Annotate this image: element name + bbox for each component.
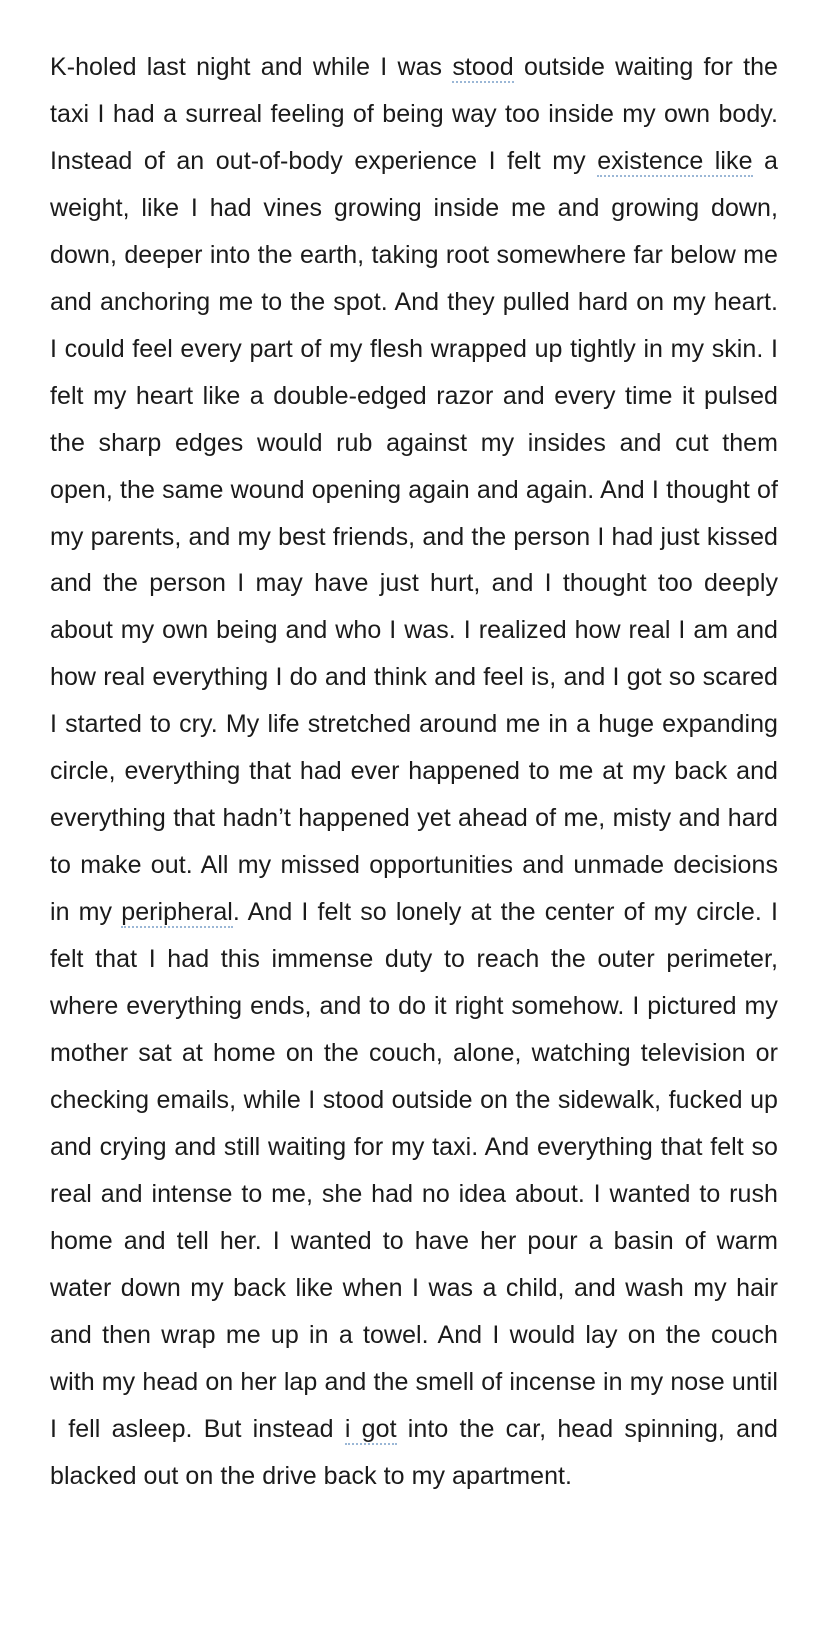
flagged-word-stood[interactable]: stood [452,53,514,81]
text-segment: into the car, head spinning, and blacked out on the drive back to my apartment. [50,1414,778,1490]
text-segment: a weight, like I had vines growing inside me and growing down, down, deeper into the earth, taking root somewhere far below me and anchoring me to the spot. And they pulled hard on my heart. I could feel every part of my flesh wrapped up tightly in my skin. I felt my heart like a double-edged razor and every time it pulsed the sharp edges would rub against my insides and cut them open, the same wound opening again and again. And I thought of my parents, and my best friends, and the person I had just kissed and the person I may have just hurt, and I thought too deeply about my own being and who I was. I realized how real I am and how real everything I do and think and feel is, and I got so scared I started to cry. My life stretched around me in a huge expanding circle, everything that had ever happened to me at my back and everything that hadn’t happened yet ahead of me, misty and hard to make out. All my missed opportunities and unmade decisions in my [50,146,779,927]
flagged-phrase-i-got[interactable]: i got [344,1414,397,1443]
flagged-phrase-existence-like[interactable]: existence like [597,146,753,175]
story-paragraph [50,44,778,1500]
text-segment: outside waiting for the taxi I had a surreal feeling of being way too inside my own body. Instead of an out-of-body experience I felt my [50,53,778,175]
flagged-word-peripheral[interactable]: peripheral [121,898,233,927]
text-segment: . And I felt so lonely at the center of my circle. I felt that I had this immense duty to reach the outer perimeter, where everything ends, and to do it right somehow. I pictured my mother sat at home on the couch, alone, watching television or checking emails, while I stood outside on the sidewalk, fucked up and crying and still waiting for my taxi. And everything that felt so real and intense to me, she had no idea about. I wanted to rush home and tell her. I wanted to have her pour a basin of warm water down my back like when I was a child, and wash my hair and then wrap me up in a towel. And I would lay on the couch with my head on her lap and the smell of incense in my nose until I fell asleep. But instead [50,898,778,1443]
text-segment: K-holed last night and while I was [50,53,453,81]
